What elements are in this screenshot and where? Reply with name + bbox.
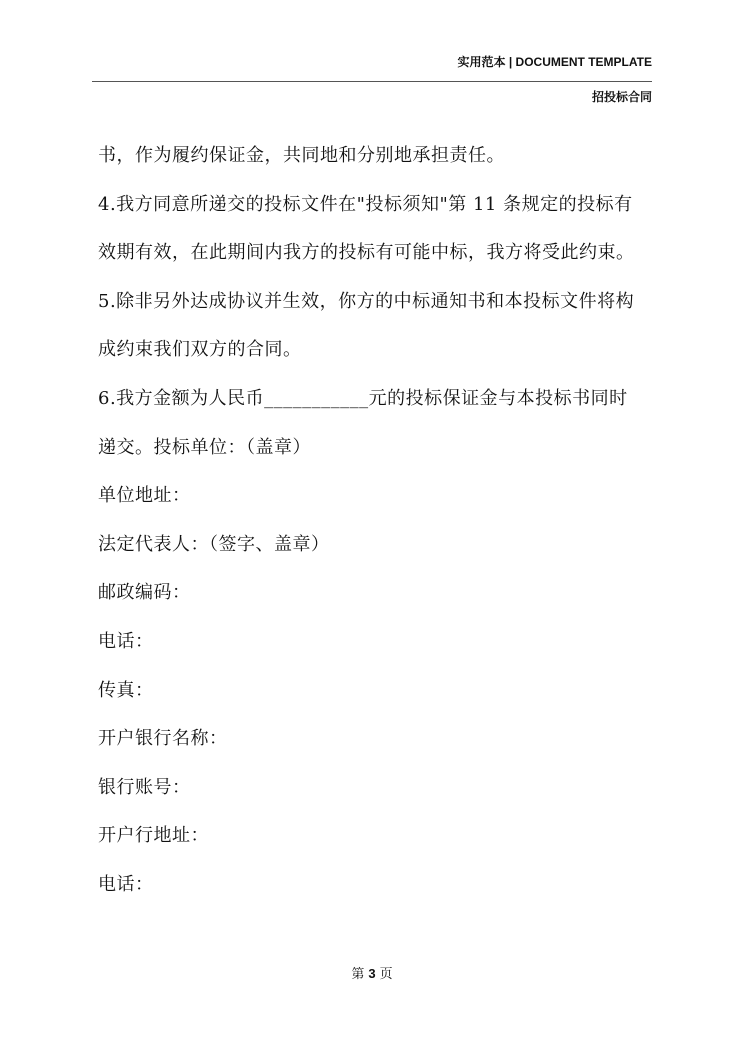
document-body xyxy=(98,136,658,914)
body-line: 邮政编码： xyxy=(98,582,191,604)
body-line: 书，作为履约保证金，共同地和分别地承担责任。 xyxy=(98,145,505,166)
page-footer xyxy=(0,963,744,982)
footer-suffix: 页 xyxy=(379,967,393,982)
body-line: 递交。投标单位：（盖章） xyxy=(98,436,311,458)
body-line: 电话： xyxy=(98,873,154,895)
body-line: 单位地址： xyxy=(98,485,191,507)
body-line: 效期有效，在此期间内我方的投标有可能中标，我方将受此约束。 xyxy=(98,242,635,264)
page-number: 3 xyxy=(368,966,376,981)
body-line: 法定代表人：（签字、盖章） xyxy=(98,533,330,555)
header-title: 实用范本 | DOCUMENT TEMPLATE xyxy=(457,55,652,69)
body-line: 5.除非另外达成协议并生效，你方的中标通知书和本投标文件将构 xyxy=(98,290,635,312)
body-line: 4.我方同意所递交的投标文件在"投标须知"第 11 条规定的投标有 xyxy=(98,193,633,215)
body-line: 传真： xyxy=(98,679,154,701)
body-line: 银行账号： xyxy=(98,776,191,798)
body-line: 开户行地址： xyxy=(98,825,209,847)
header-subtitle: 招投标合同 xyxy=(591,90,652,104)
page-header xyxy=(458,54,652,70)
body-line: 开户银行名称： xyxy=(98,728,228,750)
footer-prefix: 第 xyxy=(351,967,365,982)
body-line: 6.我方金额为人民币___________元的投标保证金与本投标书同时 xyxy=(98,387,628,409)
body-line: 成约束我们双方的合同。 xyxy=(98,339,302,361)
body-line: 电话： xyxy=(98,630,154,652)
header-divider xyxy=(92,81,652,82)
